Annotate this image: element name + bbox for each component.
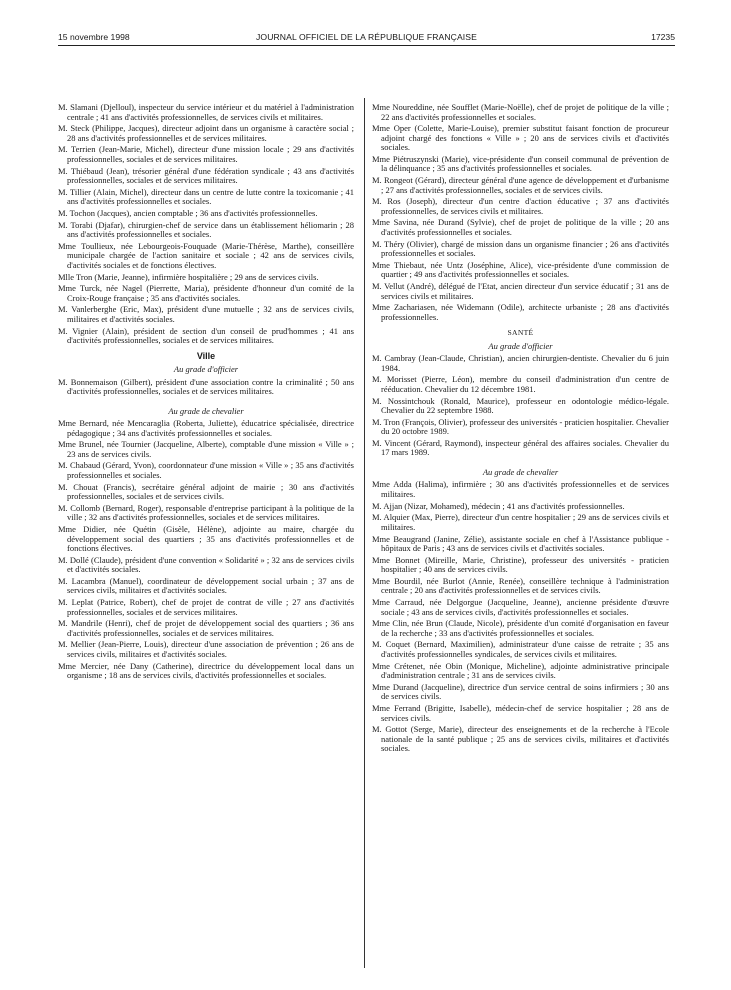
list-item: M. Vanlerberghe (Eric, Max), président d'une mutuelle ; 32 ans de services civils, militaires et d'activités sociales.: [58, 304, 354, 324]
right-officier-entries: [372, 354, 669, 458]
left-column: [58, 103, 354, 683]
list-item: M. Lacambra (Manuel), coordinateur de développement social urbain ; 37 ans de services civils, militaires et d'activités sociales.: [58, 575, 354, 596]
list-item: M. Chouat (Francis), secrétaire général adjoint de mairie ; 30 ans d'activités professionnelles, sociales et de services civils.: [58, 481, 354, 502]
list-item: M. Mellier (Jean-Pierre, Louis), directeur d'une association de prévention ; 26 ans de services civils, militaires et d'activités sociales.: [58, 639, 354, 659]
list-item: Mme Noureddine, née Soufflet (Marie-Noëlle), chef de projet de politique de la ville ; 22 ans d'activités professionnelles et sociales.: [372, 102, 669, 122]
list-item: Mme Oper (Colette, Marie-Louise), premier substitut faisant fonction de procureur adjoint chargé des fonctions « Ville » ; 20 ans de services civils et d'activités sociales.: [372, 123, 669, 153]
list-item: M. Mandrile (Henri), chef de projet de développement social des quartiers ; 36 ans d'activités professionnelles, sociales et de services militaires.: [58, 618, 354, 638]
section-title-ville: Ville: [196, 350, 216, 361]
list-item: M. Morisset (Pierre, Léon), membre du conseil d'administration d'un centre de rééducation. Chevalier du 12 décembre 1981.: [372, 374, 669, 394]
list-item: Mme Zachariasen, née Widemann (Odile), architecte urbaniste ; 28 ans d'activités professionnelles.: [372, 302, 669, 322]
list-item: Mme Bonnet (Mireille, Marie, Christine), professeur des universités - praticien hospitalier ; 40 ans de services civils.: [372, 554, 669, 575]
list-item: M. Vincent (Gérard, Raymond), inspecteur général des affaires sociales. Chevalier du 17 mars 1989.: [372, 437, 669, 458]
list-item: M. Rongeot (Gérard), directeur général d'une agence de développement et d'urbanisme ; 27 ans d'activités professionnelles, sociales et de services civils.: [372, 175, 669, 195]
list-item: Mme Durand (Jacqueline), directrice d'un service central de soins infirmiers ; 30 ans de services civils.: [372, 681, 669, 702]
list-item: M. Dollé (Claude), président d'une convention « Solidarité » ; 32 ans de services civils et d'activités sociales.: [58, 554, 354, 575]
section-title-sante: SANTÉ: [507, 328, 534, 338]
subsection-officier: Au grade d'officier: [173, 364, 239, 375]
list-item: M. Leplat (Patrice, Robert), chef de projet de contrat de ville ; 27 ans d'activités professionnelles, sociales et de services militaires.: [58, 597, 354, 617]
left-entries-top: [58, 103, 354, 346]
list-item: M. Tron (François, Olivier), professeur des universités - praticien hospitalier. Chevalier du 20 octobre 1989.: [372, 416, 669, 437]
list-item: M. Cambray (Jean-Claude, Christian), ancien chirurgien-dentiste. Chevalier du 6 juin 1984.: [372, 353, 669, 373]
list-item: Mme Turck, née Nagel (Pierrette, Maria), présidente d'honneur d'un comité de la Croix-Rouge française ; 35 ans d'activités sociales.: [58, 283, 354, 303]
column-divider: [364, 98, 365, 968]
list-item: Mme Beaugrand (Janine, Zélie), assistante sociale en chef à l'Assistance publique - hôpitaux de Paris ; 43 ans de services civils et d'activités sociales.: [372, 533, 669, 553]
subsection-chevalier: Au grade de chevalier: [482, 466, 559, 477]
list-item: Mme Carraud, née Delgorgue (Jacqueline, Jeanne), ancienne présidente d'œuvre sociale ; 43 ans de services civils, d'activités professionnelles et sociales.: [372, 597, 669, 617]
list-item: M. Tochon (Jacques), ancien comptable ; 36 ans d'activités professionnelles.: [58, 207, 318, 218]
list-item: M. Terrien (Jean-Marie, Michel), directeur d'une mission locale ; 29 ans d'activités professionnelles, sociales et de services militaires.: [58, 144, 354, 164]
right-entries-top: [372, 103, 669, 322]
list-item: Mme Mercier, née Dany (Catherine), directrice du développement local dans un organisme ; 18 ans de services civils, d'activités professionnelles et sociales.: [58, 660, 354, 681]
list-item: M. Torabi (Djafar), chirurgien-chef de service dans un établissement héliomarin ; 28 ans d'activités professionnelles et sociales.: [58, 219, 354, 240]
list-item: M. Ajjan (Nizar, Mohamed), médecin ; 41 ans d'activités professionnelles.: [372, 500, 625, 511]
list-item: M. Thiébaud (Jean), trésorier général d'une fédération syndicale ; 43 ans d'activités professionnelles, sociales et de services militaires.: [58, 165, 354, 186]
list-item: M. Vignier (Alain), président de section d'un conseil de prud'hommes ; 41 ans d'activités professionnelles, sociales et de services militaires.: [58, 325, 354, 346]
list-item: M. Steck (Philippe, Jacques), directeur adjoint dans un organisme à caractère social ; 28 ans d'activités professionnelles et de services militaires.: [58, 123, 354, 143]
subsection-officier: Au grade d'officier: [488, 340, 553, 351]
list-item: Mme Didier, née Quétin (Gisèle, Hélène), adjointe au maire, chargée du développement social des quartiers ; 35 ans d'activités professionnelles et de fonctions électives.: [58, 524, 354, 553]
list-item: M. Théry (Olivier), chargé de mission dans un organisme financier ; 26 ans d'activités professionnelles et sociales.: [372, 238, 669, 259]
list-item: Mme Crétenet, née Obin (Monique, Micheline), adjointe administrative principale d'administration centrale ; 31 ans de services civils.: [372, 660, 669, 681]
list-item: Mme Brunel, née Tournier (Jacqueline, Alberte), comptable d'une mission « Ville » ; 23 ans de services civils.: [58, 439, 354, 459]
page-header: [58, 32, 675, 46]
list-item: Mme Piétruszynski (Marie), vice-présidente d'un conseil communal de prévention de la délinquance ; 35 ans d'activités professionnelles et sociales.: [372, 153, 669, 174]
list-item: M. Slamani (Djelloul), inspecteur du service intérieur et du matériel à l'administration centrale ; 41 ans d'activités professionnelles, de services civils et militaires.: [58, 102, 354, 122]
list-item: M. Vellut (André), délégué de l'Etat, ancien directeur d'un service éducatif ; 31 ans de services civils et militaires.: [372, 281, 669, 301]
list-item: M. Collomb (Bernard, Roger), responsable d'entreprise participant à la politique de la ville ; 32 ans d'activités professionnelles, sociales et de services militaires.: [58, 502, 354, 523]
list-item: M. Tillier (Alain, Michel), directeur dans un centre de lutte contre la toxicomanie ; 41 ans d'activités professionnelles et sociales.: [58, 186, 354, 207]
list-item: M. Chabaud (Gérard, Yvon), coordonnateur d'une mission « Ville » ; 35 ans d'activités professionnelles et sociales.: [58, 460, 354, 480]
list-item: Mme Ferrand (Brigitte, Isabelle), médecin-chef de service hospitalier ; 28 ans de services civils.: [372, 703, 669, 723]
page-number: 17235: [651, 32, 675, 42]
list-item: M. Gottot (Serge, Marie), directeur des enseignements et de la recherche à l'Ecole nationale de la santé publique ; 25 ans de services civils, militaires et d'activités sociales.: [372, 724, 669, 754]
list-item: M. Coquet (Bernard, Maximilien), administrateur d'une caisse de retraite ; 35 ans d'activités professionnelles syndicales, de services civils et militaires.: [372, 639, 669, 659]
right-chevalier-entries: [372, 480, 669, 753]
issue-date: 15 novembre 1998: [58, 32, 130, 42]
header-rule: [58, 45, 675, 46]
list-item: Mlle Tron (Marie, Jeanne), infirmière hospitalière ; 29 ans de services civils.: [58, 271, 319, 282]
left-chevalier-entries: [58, 419, 354, 681]
list-item: M. Nossintchouk (Ronald, Maurice), professeur en odontologie médico-légale. Chevalier du 22 septembre 1988.: [372, 395, 669, 416]
list-item: Mme Bernard, née Mencaraglia (Roberta, Juliette), éducatrice spécialisée, directrice pédagogique ; 34 ans d'activités professionnelles et sociales.: [58, 418, 354, 438]
list-item: Mme Adda (Halima), infirmière ; 30 ans d'activités professionnelles et de services militaires.: [372, 479, 669, 499]
list-item: Mme Savina, née Durand (Sylvie), chef de projet de politique de la ville ; 20 ans d'activités professionnelles et sociales.: [372, 217, 669, 237]
list-item: M. Bonnemaison (Gilbert), président d'une association contre la criminalité ; 50 ans d'activités professionnelles, sociales et de services militaires.: [58, 376, 354, 397]
right-column: [372, 103, 669, 756]
list-item: Mme Bourdil, née Burlot (Annie, Renée), conseillère technique à l'administration centrale ; 20 ans d'activités professionnelles et de services civils.: [372, 575, 669, 596]
journal-title: JOURNAL OFFICIEL DE LA RÉPUBLIQUE FRANÇAISE: [256, 32, 477, 42]
list-item: Mme Toullieux, née Lebourgeois-Fouquade (Marie-Thérèse, Marthe), conseillère municipale chargée de l'action sanitaire et sociale ; 42 ans de services civils, d'activités sociales et de fonctions électives.: [58, 240, 354, 270]
left-officier-entries: [58, 378, 354, 397]
list-item: M. Ros (Joseph), directeur d'un centre d'action éducative ; 37 ans d'activités professionnelles, de services civils et militaires.: [372, 196, 669, 216]
subsection-chevalier: Au grade de chevalier: [168, 405, 244, 416]
list-item: M. Alquier (Max, Pierre), directeur d'un centre hospitalier ; 29 ans de services civils et militaires.: [372, 512, 669, 532]
list-item: Mme Thiebaut, née Untz (Joséphine, Alice), vice-présidente d'une commission de quartier ; 49 ans d'activités professionnelles et sociales.: [372, 259, 669, 280]
list-item: Mme Clin, née Brun (Claude, Nicole), présidente d'un comité d'organisation en faveur de la recherche ; 33 ans d'activités professionnelles et sociales.: [372, 618, 669, 638]
